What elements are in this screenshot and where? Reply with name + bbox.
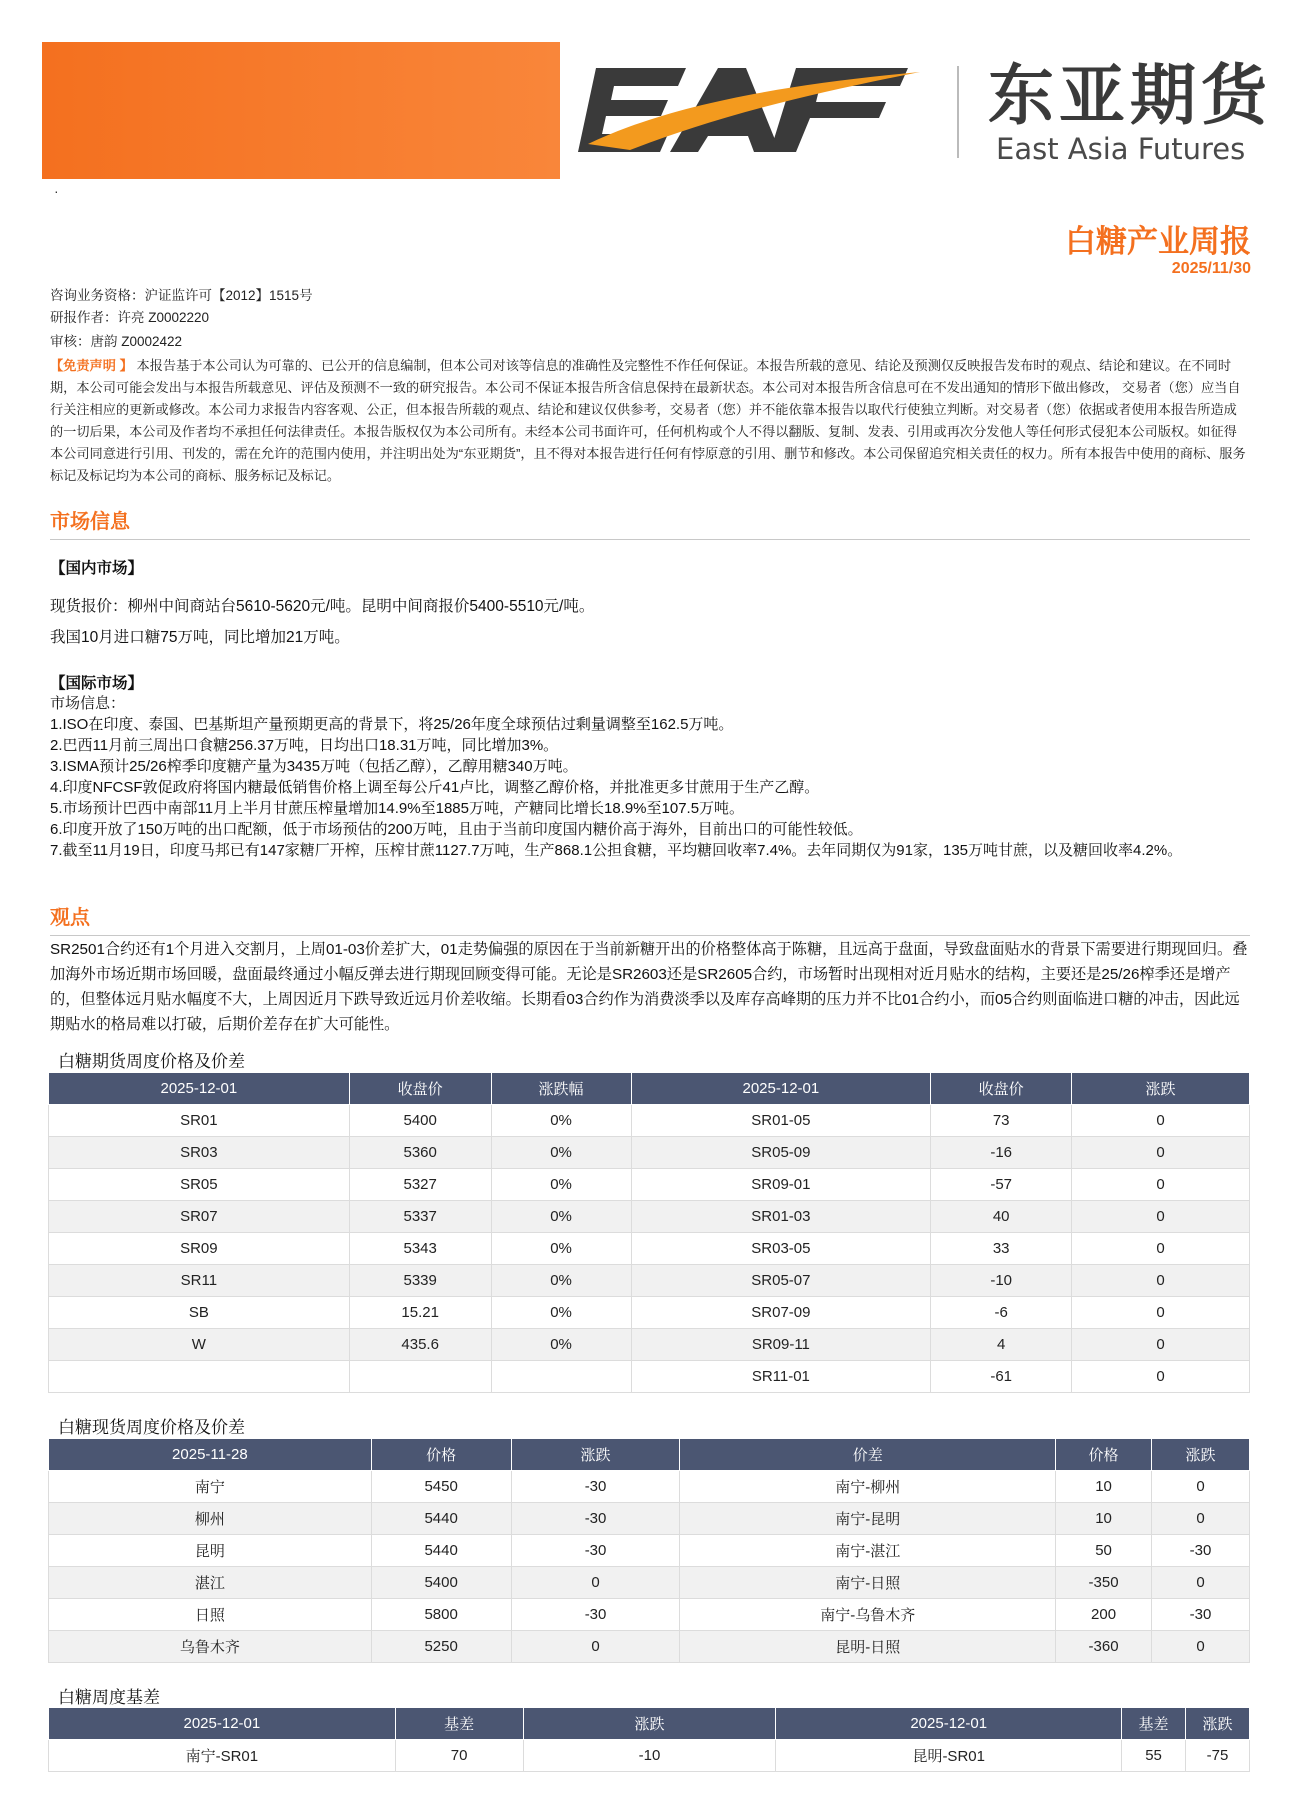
report-date: 2025/11/30 bbox=[1171, 260, 1251, 277]
intl-item: 4.印度NFCSF敦促政府将国内糖最低销售价格上调至每公斤41卢比，调整乙醇价格，并批准更多甘蔗用于生产乙醇。 bbox=[50, 779, 820, 796]
table-row bbox=[49, 1740, 1250, 1772]
table-cell: -10 bbox=[931, 1265, 1072, 1297]
table-cell: 4 bbox=[931, 1329, 1072, 1361]
table-cell: 0 bbox=[1072, 1105, 1250, 1137]
table-cell: 0% bbox=[491, 1137, 631, 1169]
basis-table bbox=[48, 1707, 1250, 1772]
table-row bbox=[49, 1233, 1250, 1265]
table-cell: SR07-09 bbox=[631, 1297, 931, 1329]
domestic-line: 我国10月进口糖75万吨，同比增加21万吨。 bbox=[50, 629, 350, 646]
column-header: 涨跌 bbox=[511, 1439, 680, 1471]
table-cell: SR11-01 bbox=[631, 1361, 931, 1393]
disclaimer bbox=[50, 355, 1250, 487]
table-cell: SR09-01 bbox=[631, 1169, 931, 1201]
table-cell: 南宁-SR01 bbox=[49, 1740, 396, 1772]
table-row bbox=[49, 1105, 1250, 1137]
column-header: 2025-12-01 bbox=[631, 1073, 931, 1105]
table-cell bbox=[491, 1361, 631, 1393]
opinion-text: SR2501合约还有1个月进入交割月，上周01-03价差扩大，01走势偏强的原因在于当前新糖开出的价格整体高于陈糖，且远高于盘面，导致盘面贴水的背景下需要进行期现回归。叠加海外市场近期市场回暖，盘面最终通过小幅反弹去进行期现回顾变得可能。无论是SR2603还是SR2605合约，市场暂时出现相对近月贴水的结构，主要还是25/26榨季还是增产的，但整体远月贴水幅度不大，上周因近月下跌导致近远月价差收缩。长期看03合约作为消费淡季以及库存高峰期的压力并不比01合约小，而05合约则面临进口糖的冲击，因此远期贴水的格局难以打破，后期价差存在扩大可能性。 bbox=[50, 941, 1248, 1033]
table-cell: -30 bbox=[511, 1535, 680, 1567]
disclaimer-text: 本报告基于本公司认为可靠的、已公开的信息编制，但本公司对该等信息的准确性及完整性不作任何保证。本报告所载的意见、结论及预测仅反映报告发布时的观点、结论和建议。在不同时期，本公司可能会发出与本报告所载意见、评估及预测不一致的研究报告。本公司不保证本报告所含信息保持在最新状态。本公司对本报告所含信息可在不发出通知的情形下做出修改， 交易者（您）应当自行关注相应的更新或修改。本公司力求报告内容客观、公正，但本报告所载的观点、结论和建议仅供参考，交易者（您）并不能依靠本报告以取代行使独立判断。对交易者（您）依据或者使用本报告所造成的一切后果，本公司及作者均不承担任何法律责任。本报告版权仅为本公司所有。未经本公司书面许可，任何机构或个人不得以翻版、复制、发表、引用或再次分发他人等任何形式侵犯本公司版权。如征得本公司同意进行引用、刊发的，需在允许的范围内使用，并注明出处为“东亚期货”，且不得对本报告进行任何有悖原意的引用、删节和修改。本公司保留追究相关责任的权力。所有本报告中使用的商标、服务标记及标记均为本公司的商标、服务标记及标记。 bbox=[50, 358, 1246, 483]
table-cell: 昆明-日照 bbox=[680, 1631, 1056, 1663]
spot-price-table bbox=[48, 1438, 1250, 1663]
table-row bbox=[49, 1567, 1250, 1599]
market-section-title: 市场信息 bbox=[50, 507, 1250, 540]
futures-price-table bbox=[48, 1072, 1250, 1393]
table-cell bbox=[349, 1361, 491, 1393]
author-line: 研报作者：许亮 Z0002220 bbox=[50, 310, 210, 325]
table-cell: 昆明-SR01 bbox=[776, 1740, 1122, 1772]
table-cell: 0 bbox=[1152, 1631, 1250, 1663]
report-title: 白糖产业周报 bbox=[1065, 224, 1251, 259]
table-row bbox=[49, 1631, 1250, 1663]
table-cell: SR01-03 bbox=[631, 1201, 931, 1233]
table-cell: 5440 bbox=[371, 1535, 511, 1567]
column-header: 价差 bbox=[680, 1439, 1056, 1471]
intl-item: 5.市场预计巴西中南部11月上半月甘蔗压榨量增加14.9%至1885万吨，产糖同比增长18.9%至107.5万吨。 bbox=[50, 800, 745, 817]
table-cell bbox=[49, 1361, 350, 1393]
table-cell: 0% bbox=[491, 1169, 631, 1201]
table-row bbox=[49, 1169, 1250, 1201]
futures-table-caption: 白糖期货周度价格及价差 bbox=[58, 1052, 245, 1071]
column-header: 收盘价 bbox=[349, 1073, 491, 1105]
table-cell: 南宁 bbox=[49, 1471, 372, 1503]
table-cell: SR03-05 bbox=[631, 1233, 931, 1265]
table-cell: 南宁-柳州 bbox=[680, 1471, 1056, 1503]
column-header: 价格 bbox=[1056, 1439, 1152, 1471]
table-cell: SR07 bbox=[49, 1201, 350, 1233]
table-cell: 5400 bbox=[349, 1105, 491, 1137]
table-cell: 0 bbox=[1072, 1265, 1250, 1297]
disclaimer-tag: 【免责声明 】 bbox=[50, 358, 133, 373]
opinion-section bbox=[50, 903, 1250, 1037]
table-cell: 5337 bbox=[349, 1201, 491, 1233]
header-orange-banner bbox=[42, 42, 560, 179]
table-header-row bbox=[49, 1708, 1250, 1740]
table-cell: 0% bbox=[491, 1329, 631, 1361]
table-cell: -30 bbox=[1152, 1535, 1250, 1567]
table-cell: 0 bbox=[1152, 1567, 1250, 1599]
column-header: 基差 bbox=[1122, 1708, 1186, 1740]
table-cell: SB bbox=[49, 1297, 350, 1329]
table-cell: 南宁-湛江 bbox=[680, 1535, 1056, 1567]
column-header: 2025-11-28 bbox=[49, 1439, 372, 1471]
table-row bbox=[49, 1535, 1250, 1567]
spot-table-caption: 白糖现货周度价格及价差 bbox=[58, 1418, 245, 1437]
intl-item: 3.ISMA预计25/26榨季印度糖产量为3435万吨（包括乙醇），乙醇用糖340万吨。 bbox=[50, 758, 578, 775]
reviewer-line: 审核：唐韵 Z0002422 bbox=[50, 334, 183, 349]
column-header: 涨跌 bbox=[1152, 1439, 1250, 1471]
table-cell: SR05-07 bbox=[631, 1265, 931, 1297]
table-cell: 0 bbox=[511, 1631, 680, 1663]
table-cell: SR01-05 bbox=[631, 1105, 931, 1137]
table-cell: 0% bbox=[491, 1105, 631, 1137]
table-cell: -30 bbox=[511, 1599, 680, 1631]
intl-item: 7.截至11月19日，印度马邦已有147家糖厂开榨，压榨甘蔗1127.7万吨，生产868.1公担食糖，平均糖回收率7.4%。去年同期仅为91家，135万吨甘蔗，以及糖回收率4.2%。 bbox=[50, 842, 1183, 859]
table-cell: 10 bbox=[1056, 1503, 1152, 1535]
qualification-line: 咨询业务资格：沪证监许可【2012】1515号 bbox=[50, 288, 313, 303]
table-row bbox=[49, 1201, 1250, 1233]
table-cell: 0 bbox=[1072, 1233, 1250, 1265]
table-header-row bbox=[49, 1073, 1250, 1105]
domestic-line: 现货报价：柳州中间商站台5610-5620元/吨。昆明中间商报价5400-5510元/吨。 bbox=[50, 598, 595, 615]
header-dot: · bbox=[54, 183, 59, 199]
table-cell: SR05-09 bbox=[631, 1137, 931, 1169]
table-cell: 5440 bbox=[371, 1503, 511, 1535]
table-cell: 0 bbox=[1072, 1201, 1250, 1233]
table-cell: 5327 bbox=[349, 1169, 491, 1201]
table-cell: -30 bbox=[511, 1503, 680, 1535]
table-cell: 33 bbox=[931, 1233, 1072, 1265]
table-cell: 0 bbox=[1072, 1169, 1250, 1201]
table-cell: 0 bbox=[1152, 1503, 1250, 1535]
table-cell: 0 bbox=[1072, 1297, 1250, 1329]
opinion-section-title: 观点 bbox=[50, 903, 1250, 936]
basis-table-body bbox=[49, 1740, 1250, 1772]
column-header: 涨跌幅 bbox=[491, 1073, 631, 1105]
table-cell: SR09-11 bbox=[631, 1329, 931, 1361]
table-row bbox=[49, 1137, 1250, 1169]
column-header: 收盘价 bbox=[931, 1073, 1072, 1105]
company-name-en: East Asia Futures bbox=[996, 132, 1246, 166]
table-cell: 0% bbox=[491, 1201, 631, 1233]
company-name-cn: 东亚期货 bbox=[988, 57, 1272, 134]
table-cell: 70 bbox=[395, 1740, 523, 1772]
table-row bbox=[49, 1297, 1250, 1329]
intl-intro: 市场信息： bbox=[50, 695, 126, 712]
table-cell: -57 bbox=[931, 1169, 1072, 1201]
table-cell: 40 bbox=[931, 1201, 1072, 1233]
logo-separator bbox=[957, 66, 959, 158]
table-cell: -30 bbox=[511, 1471, 680, 1503]
column-header: 2025-12-01 bbox=[49, 1073, 350, 1105]
table-cell: -360 bbox=[1056, 1631, 1152, 1663]
table-cell: 0% bbox=[491, 1233, 631, 1265]
table-cell: 200 bbox=[1056, 1599, 1152, 1631]
column-header: 涨跌 bbox=[1186, 1708, 1250, 1740]
column-header: 2025-12-01 bbox=[49, 1708, 396, 1740]
table-cell: SR11 bbox=[49, 1265, 350, 1297]
table-cell: 0 bbox=[1152, 1471, 1250, 1503]
table-cell: SR09 bbox=[49, 1233, 350, 1265]
column-header: 涨跌 bbox=[523, 1708, 776, 1740]
table-cell: 湛江 bbox=[49, 1567, 372, 1599]
table-row bbox=[49, 1265, 1250, 1297]
table-cell: -10 bbox=[523, 1740, 776, 1772]
table-cell: 0% bbox=[491, 1297, 631, 1329]
table-cell: 50 bbox=[1056, 1535, 1152, 1567]
table-cell: SR01 bbox=[49, 1105, 350, 1137]
table-cell: -350 bbox=[1056, 1567, 1152, 1599]
table-cell: 5343 bbox=[349, 1233, 491, 1265]
table-cell: 南宁-日照 bbox=[680, 1567, 1056, 1599]
table-row bbox=[49, 1329, 1250, 1361]
table-cell: 0 bbox=[1072, 1361, 1250, 1393]
domestic-market-title: 【国内市场】 bbox=[50, 560, 144, 577]
basis-table-caption: 白糖周度基差 bbox=[58, 1688, 160, 1707]
intl-market-title: 【国际市场】 bbox=[50, 675, 144, 692]
table-cell: SR03 bbox=[49, 1137, 350, 1169]
table-cell: 73 bbox=[931, 1105, 1072, 1137]
table-cell: 0 bbox=[511, 1567, 680, 1599]
table-cell: -75 bbox=[1186, 1740, 1250, 1772]
table-cell: 0 bbox=[1072, 1329, 1250, 1361]
table-row bbox=[49, 1599, 1250, 1631]
table-cell: 435.6 bbox=[349, 1329, 491, 1361]
table-cell: 5360 bbox=[349, 1137, 491, 1169]
column-header: 2025-12-01 bbox=[776, 1708, 1122, 1740]
table-cell: SR05 bbox=[49, 1169, 350, 1201]
table-cell: 0 bbox=[1072, 1137, 1250, 1169]
table-cell: 5800 bbox=[371, 1599, 511, 1631]
eaf-logo-icon bbox=[568, 60, 924, 160]
table-cell: -16 bbox=[931, 1137, 1072, 1169]
column-header: 价格 bbox=[371, 1439, 511, 1471]
table-cell: 昆明 bbox=[49, 1535, 372, 1567]
table-cell: 15.21 bbox=[349, 1297, 491, 1329]
futures-table-body bbox=[49, 1105, 1250, 1393]
intl-item: 6.印度开放了150万吨的出口配额，低于市场预估的200万吨，且由于当前印度国内糖价高于海外，目前出口的可能性较低。 bbox=[50, 821, 863, 838]
table-cell: W bbox=[49, 1329, 350, 1361]
table-cell: 0% bbox=[491, 1265, 631, 1297]
table-cell: 5339 bbox=[349, 1265, 491, 1297]
table-cell: 5250 bbox=[371, 1631, 511, 1663]
table-cell: 55 bbox=[1122, 1740, 1186, 1772]
spot-table-body bbox=[49, 1471, 1250, 1663]
table-cell: 南宁-昆明 bbox=[680, 1503, 1056, 1535]
market-section bbox=[50, 507, 1250, 861]
table-header-row bbox=[49, 1439, 1250, 1471]
table-cell: -61 bbox=[931, 1361, 1072, 1393]
table-cell: -30 bbox=[1152, 1599, 1250, 1631]
table-row bbox=[49, 1361, 1250, 1393]
intl-item: 2.巴西11月前三周出口食糖256.37万吨，日均出口18.31万吨，同比增加3%。 bbox=[50, 737, 559, 754]
table-cell: 10 bbox=[1056, 1471, 1152, 1503]
table-row bbox=[49, 1471, 1250, 1503]
table-cell: -6 bbox=[931, 1297, 1072, 1329]
column-header: 基差 bbox=[395, 1708, 523, 1740]
table-row bbox=[49, 1503, 1250, 1535]
table-cell: 日照 bbox=[49, 1599, 372, 1631]
table-cell: 柳州 bbox=[49, 1503, 372, 1535]
table-cell: 乌鲁木齐 bbox=[49, 1631, 372, 1663]
intl-item: 1.ISO在印度、泰国、巴基斯坦产量预期更高的背景下，将25/26年度全球预估过剩量调整至162.5万吨。 bbox=[50, 716, 734, 733]
table-cell: 5400 bbox=[371, 1567, 511, 1599]
table-cell: 南宁-乌鲁木齐 bbox=[680, 1599, 1056, 1631]
table-cell: 5450 bbox=[371, 1471, 511, 1503]
column-header: 涨跌 bbox=[1072, 1073, 1250, 1105]
